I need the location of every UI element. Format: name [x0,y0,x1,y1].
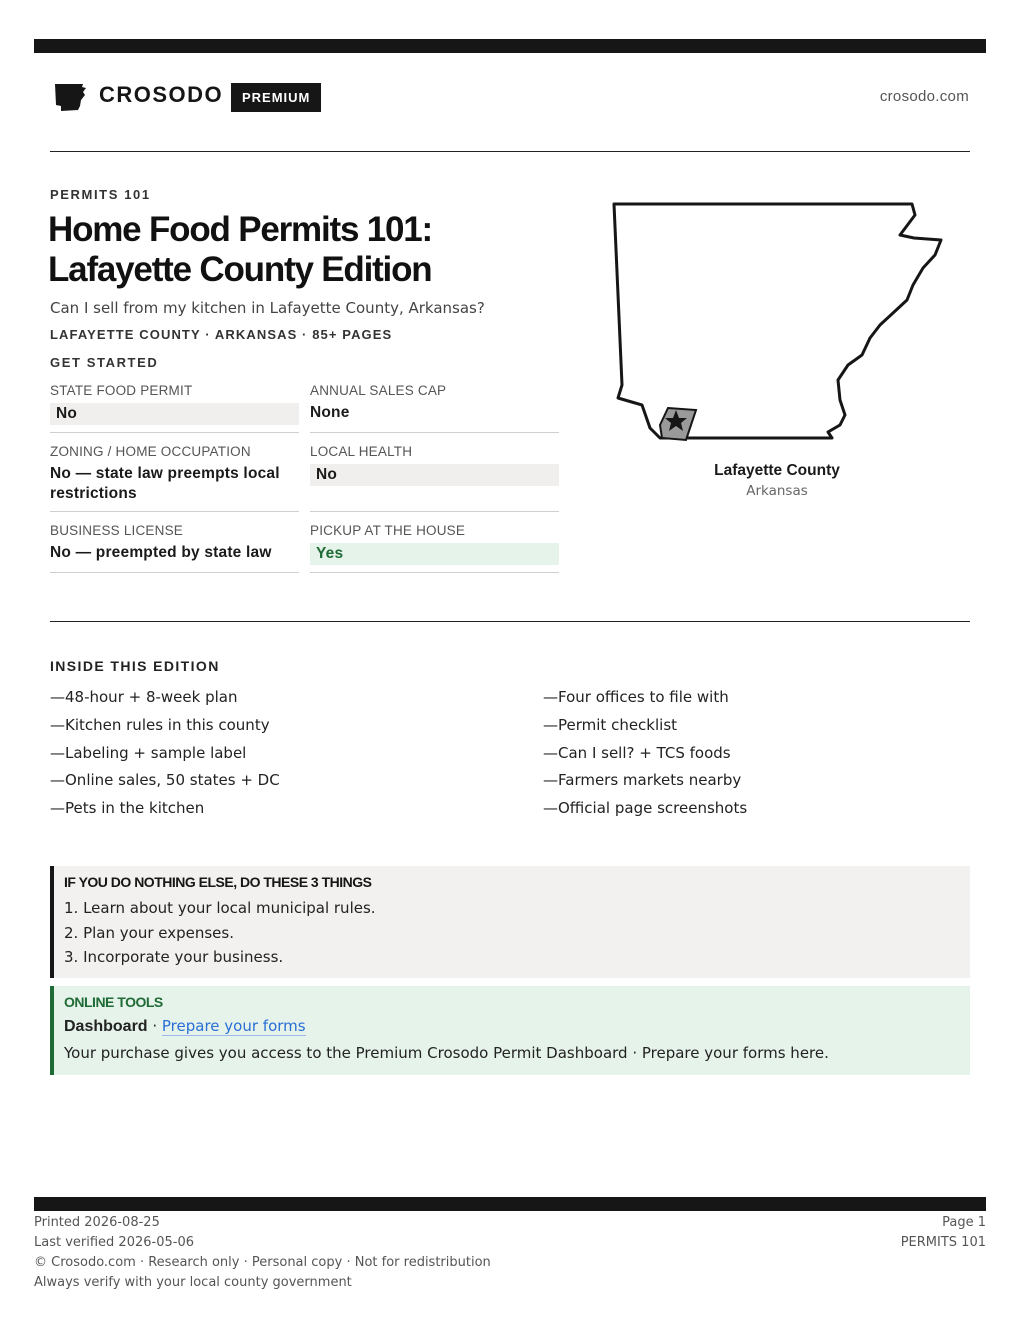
tools-description: Your purchase gives you access to the Premium Crosodo Permit Dashboard · Prepare your forms here. [64,1044,829,1062]
list-item: 2. Plan your expenses. [64,923,234,942]
tools-title: ONLINE TOOLS [64,994,163,1010]
fact-label: PICKUP AT THE HOUSE [310,523,466,538]
list-item: —Official page screenshots [543,799,748,818]
top-bar [34,39,986,53]
site-url: crosodo.com [879,88,969,105]
list-item: —Pets in the kitchen [50,799,205,818]
section-eyebrow: PERMITS 101 [50,187,151,202]
page-title [48,210,588,290]
list-item: —Kitchen rules in this county [50,715,270,734]
printed-date: Printed 2026-08-25 [34,1215,160,1230]
edition-meta: LAFAYETTE COUNTY · ARKANSAS · 85+ PAGES [50,327,393,342]
list-item: —48-hour + 8-week plan [50,688,238,706]
page-number: Page 1 [942,1215,986,1230]
header-divider [50,151,970,152]
three-things-callout [50,866,970,978]
inside-list-left [50,684,490,823]
fact-local-health [310,444,559,512]
callout-steps [64,896,970,970]
separator: · [147,1017,162,1035]
list-item: 3. Incorporate your business. [64,948,284,966]
verify-note: Always verify with your local county government [34,1275,352,1290]
fact-annual-sales-cap [310,383,559,433]
list-item: —Four offices to file with [543,688,729,706]
fact-label: BUSINESS LICENSE [50,523,183,538]
inside-list-right [543,684,983,823]
list-item: —Farmers markets nearby [543,771,742,790]
footer-left [34,1213,491,1293]
list-item: —Can I sell? + TCS foods [543,743,731,762]
fact-state-food-permit [50,383,299,433]
fact-value: No [50,403,299,425]
footer-right [901,1213,986,1253]
prepare-forms-link[interactable]: Prepare your forms [161,1017,306,1035]
map-county-label: Lafayette County [714,462,840,479]
list-item: —Labeling + sample label [50,743,247,762]
premium-badge: PREMIUM [231,83,321,112]
callout-title: IF YOU DO NOTHING ELSE, DO THESE 3 THINGS [64,874,372,890]
fact-pickup [310,523,559,573]
fact-label: STATE FOOD PERMIT [50,383,193,398]
title-line-1: Home Food Permits 101: [48,210,432,249]
verified-date: Last verified 2026-05-06 [34,1235,194,1250]
online-tools-callout [50,986,970,1075]
arkansas-logo-icon [53,82,87,112]
fact-value: No — preempted by state law [50,544,272,561]
page-header [50,80,970,114]
list-item: —Permit checklist [543,715,678,734]
fact-value: Yes [310,543,559,565]
brand-name: CROSODO [99,82,224,107]
fact-zoning [50,444,299,512]
title-line-2: Lafayette County Edition [48,250,432,289]
fact-value: None [310,404,350,421]
map-state-label: Arkansas [746,483,808,499]
footer-bar [34,1197,986,1211]
copyright-notice: © Crosodo.com · Research only · Personal copy · Not for redistribution [34,1255,491,1270]
list-item: 1. Learn about your local municipal rules. [64,899,376,917]
section-divider [50,621,970,622]
inside-edition-heading: INSIDE THIS EDITION [50,658,220,674]
get-started-heading: GET STARTED [50,355,159,370]
list-item: —Online sales, 50 states + DC [50,771,280,790]
fact-business-license [50,523,299,573]
fact-label: ANNUAL SALES CAP [310,383,447,398]
fact-value: No — state law preempts local restrictions [50,465,280,502]
footer-section: PERMITS 101 [900,1235,986,1250]
page-subtitle: Can I sell from my kitchen in Lafayette County, Arkansas? [50,299,485,317]
state-outline [614,204,941,438]
tools-dashboard-line [64,1016,970,1037]
fact-label: ZONING / HOME OCCUPATION [50,444,251,459]
dashboard-label: Dashboard [64,1018,148,1035]
state-map [610,200,950,445]
fact-value: No [310,464,559,486]
fact-label: LOCAL HEALTH [310,444,413,459]
